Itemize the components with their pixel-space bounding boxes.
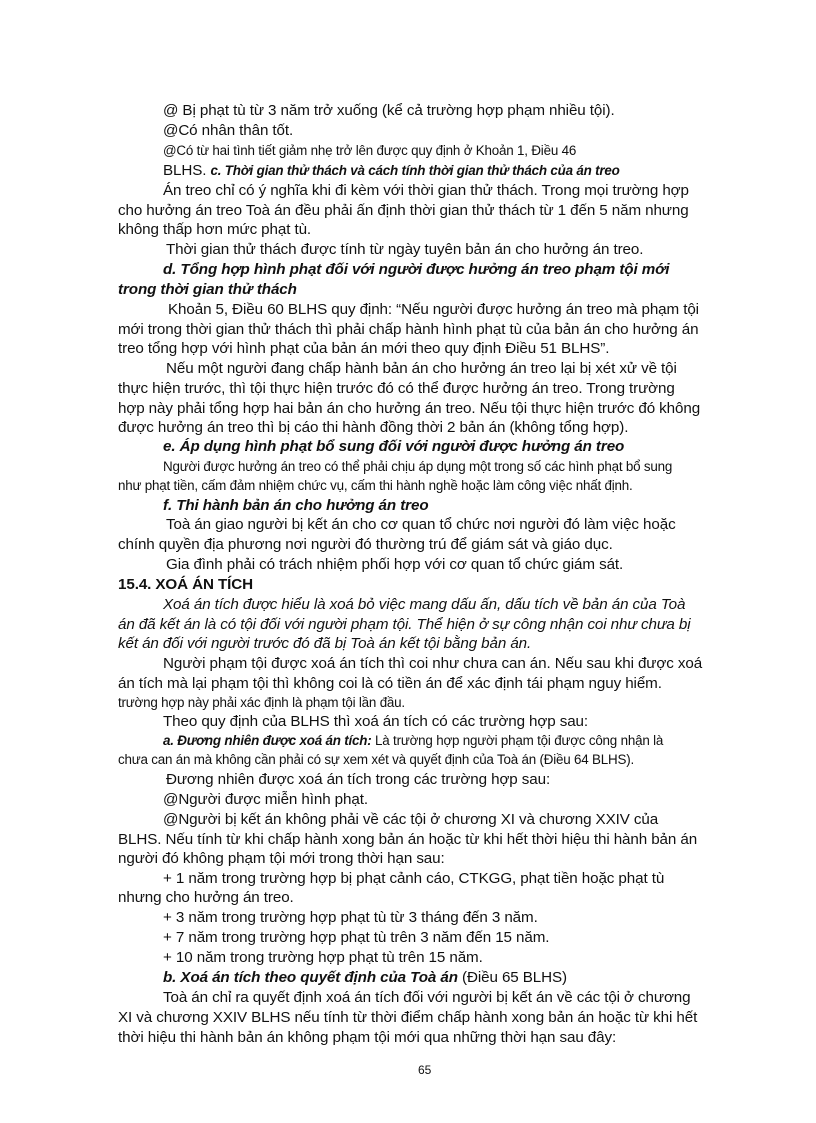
text-line xyxy=(0,988,816,1008)
text-run: + 10 năm trong trường hợp phạt tù trên 15 năm. xyxy=(163,949,483,966)
text-line xyxy=(0,790,816,810)
text-line xyxy=(0,300,816,320)
text-run: d. Tổng hợp hình phạt đối với người được hưởng án treo phạm tội mới xyxy=(163,261,670,278)
text-line xyxy=(0,141,816,161)
text-line xyxy=(0,810,816,830)
text-run: Gia đình phải có trách nhiệm phối hợp với cơ quan tổ chức giám sát. xyxy=(166,556,624,573)
text-line xyxy=(0,181,816,201)
text-run: cho hưởng án treo Toà án đều phải ấn định thời gian thử thách từ 1 đến 5 năm nhưng xyxy=(118,202,689,219)
text-line xyxy=(0,674,816,694)
text-line xyxy=(0,555,816,575)
text-run: Đương nhiên được xoá án tích trong các trường hợp sau: xyxy=(166,771,551,788)
text-run: Là trường hợp người phạm tội được công nhận là xyxy=(375,733,664,748)
text-line xyxy=(0,928,816,948)
text-line xyxy=(0,161,816,181)
text-run: a. Đương nhiên được xoá án tích: xyxy=(163,733,376,748)
text-run: @ Bị phạt tù từ 3 năm trở xuống (kể cả trường hợp phạm nhiều tội). xyxy=(163,102,615,119)
text-line xyxy=(0,968,816,988)
text-run: mới trong thời gian thử thách thì phải chấp hành hình phạt tù của bản án cho hưởng án xyxy=(118,321,699,338)
text-run: trường hợp này phải xác định là phạm tội lần đầu. xyxy=(118,695,405,710)
text-line xyxy=(0,476,816,496)
text-run: XI và chương XXIV BLHS nếu tính từ thời điểm chấp hành xong bản án hoặc từ khi hết xyxy=(118,1009,698,1026)
text-run: Người phạm tội được xoá án tích thì coi như chưa can án. Nếu sau khi được xoá xyxy=(163,655,703,672)
text-line xyxy=(0,615,816,635)
text-line xyxy=(0,339,816,359)
text-run: Xoá án tích được hiểu là xoá bỏ việc mang dấu ấn, dấu tích về bản án của Toà xyxy=(163,596,686,613)
text-line xyxy=(0,437,816,457)
text-line xyxy=(0,595,816,615)
text-run: chính quyền địa phương nơi người đó thường trú để giám sát và giáo dục. xyxy=(118,536,613,553)
text-line xyxy=(0,260,816,280)
text-run: Thời gian thử thách được tính từ ngày tuyên bản án cho hưởng án treo. xyxy=(166,241,644,258)
text-run: nhưng cho hưởng án treo. xyxy=(118,889,294,906)
text-run: treo tổng hợp với hình phạt của bản án mới theo quy định Điều 51 BLHS”. xyxy=(118,340,610,357)
text-run: người đó không phạm tội mới trong thời hạn sau: xyxy=(118,850,445,867)
text-line xyxy=(0,201,816,221)
text-line xyxy=(0,121,816,141)
text-run: BLHS. Nếu tính từ khi chấp hành xong bản án hoặc từ khi hết thời hiệu thi hành bản án xyxy=(118,831,698,848)
text-line xyxy=(0,654,816,674)
text-line xyxy=(0,496,816,516)
text-run: @Người bị kết án không phải về các tội ở chương XI và chương XXIV của xyxy=(163,811,659,828)
text-run: (Điều 65 BLHS) xyxy=(457,969,567,986)
text-run: b. Xoá án tích theo quyết định của Toà án xyxy=(163,969,458,986)
text-run: thời hiệu thi hành bản án không phạm tội mới qua những thời hạn sau đây: xyxy=(118,1029,617,1046)
text-run: + 3 năm trong trường hợp phạt tù từ 3 tháng đến 3 năm. xyxy=(163,909,538,926)
text-run: @Người được miễn hình phạt. xyxy=(163,791,368,808)
text-line xyxy=(0,770,816,790)
text-line xyxy=(0,869,816,889)
text-run: @Có từ hai tình tiết giảm nhẹ trở lên được quy định ở Khoản 1, Điều 46 xyxy=(163,143,577,158)
text-line xyxy=(0,908,816,928)
text-line xyxy=(0,849,816,869)
text-line xyxy=(0,457,816,477)
text-line xyxy=(0,379,816,399)
text-line xyxy=(0,535,816,555)
text-run: án tích mà lại phạm tội thì không coi là có tiền án để xác định tái phạm nguy hiểm. xyxy=(118,675,662,692)
text-run: e. Áp dụng hình phạt bổ sung đối với người được hưởng án treo xyxy=(163,438,625,455)
text-line xyxy=(0,1008,816,1028)
text-run: BLHS. xyxy=(163,162,211,179)
text-run: chưa can án mà không cần phải có sự xem xét và quyết định của Toà án (Điều 64 BLHS). xyxy=(118,752,634,767)
text-line xyxy=(0,731,816,751)
text-run: hợp này phải tổng hợp hai bản án cho hưởng án treo. Nếu tội thực hiện trước đó không xyxy=(118,400,701,417)
text-line xyxy=(0,220,816,240)
text-run: trong thời gian thử thách xyxy=(118,281,297,298)
text-run: như phạt tiền, cấm đảm nhiệm chức vụ, cấm thi hành nghề hoặc làm công việc nhất định. xyxy=(118,478,633,493)
text-line xyxy=(0,320,816,340)
text-line xyxy=(0,1028,816,1048)
text-run: Người được hưởng án treo có thể phải chịu áp dụng một trong số các hình phạt bổ sung xyxy=(163,459,673,474)
text-line xyxy=(0,515,816,535)
text-run: Toà án giao người bị kết án cho cơ quan tổ chức nơi người đó làm việc hoặc xyxy=(166,516,676,533)
text-run: Án treo chỉ có ý nghĩa khi đi kèm với thời gian thử thách. Trong mọi trường hợp xyxy=(163,182,689,199)
text-run: + 7 năm trong trường hợp phạt tù trên 3 năm đến 15 năm. xyxy=(163,929,550,946)
text-line xyxy=(0,634,816,654)
text-run: Theo quy định của BLHS thì xoá án tích có các trường hợp sau: xyxy=(163,713,589,730)
text-run: Khoản 5, Điều 60 BLHS quy định: “Nếu người được hưởng án treo mà phạm tội xyxy=(168,301,699,318)
text-run: c. Thời gian thử thách và cách tính thời gian thử thách của án treo xyxy=(210,163,620,178)
text-line xyxy=(0,101,816,121)
text-run: + 1 năm trong trường hợp bị phạt cảnh cáo, CTKGG, phạt tiền hoặc phạt tù xyxy=(163,870,665,887)
text-run: không thấp hơn mức phạt tù. xyxy=(118,221,312,238)
text-run: 15.4. XOÁ ÁN TÍCH xyxy=(118,576,254,593)
text-run: Nếu một người đang chấp hành bản án cho hưởng án treo lại bị xét xử về tội xyxy=(166,360,677,377)
text-line xyxy=(0,830,816,850)
text-run: Toà án chỉ ra quyết định xoá án tích đối với người bị kết án về các tội ở chương xyxy=(163,989,691,1006)
text-line xyxy=(0,575,816,595)
text-line xyxy=(0,888,816,908)
text-line xyxy=(0,693,816,713)
text-line xyxy=(0,399,816,419)
text-line xyxy=(0,359,816,379)
text-line xyxy=(0,240,816,260)
text-run: thực hiện trước, thì tội thực hiện trước đó có thể được hưởng án treo. Trong trường xyxy=(118,380,675,397)
text-line xyxy=(0,712,816,732)
text-line xyxy=(0,280,816,300)
page-number: 65 xyxy=(418,1063,432,1077)
text-run: án đã kết án là có tội đối với người phạm tội. Thể hiện ở sự công nhận coi như chưa bị xyxy=(118,616,691,633)
text-run: @Có nhân thân tốt. xyxy=(163,122,294,139)
text-line xyxy=(0,750,816,770)
text-line xyxy=(0,418,816,438)
text-line xyxy=(0,948,816,968)
text-run: được hưởng án treo thì bị cáo thi hành đồng thời 2 bản án (không tổng hợp). xyxy=(118,419,629,436)
text-run: kết án đối với người trước đó đã bị Toà án kết tội bằng bản án. xyxy=(118,635,532,652)
text-run: f. Thi hành bản án cho hưởng án treo xyxy=(163,497,429,514)
